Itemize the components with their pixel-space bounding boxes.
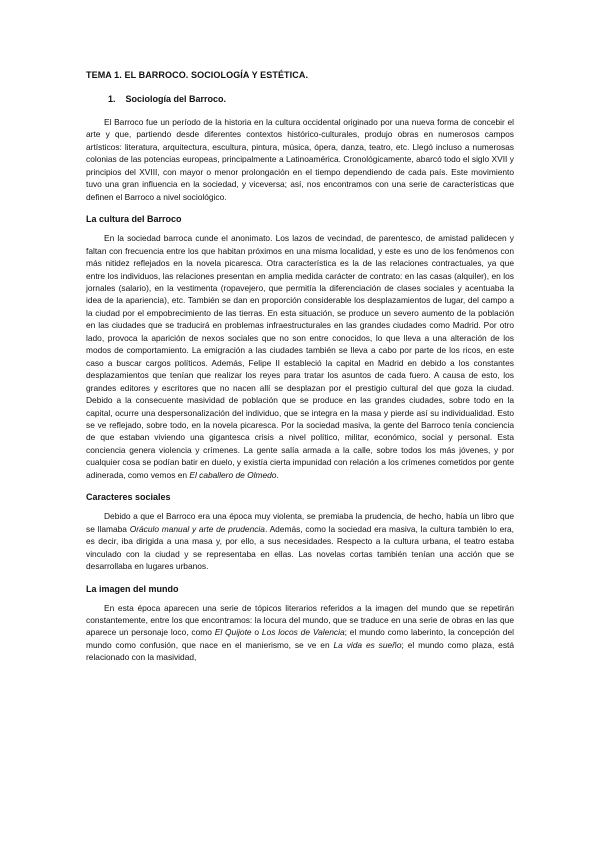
cultura-text: En la sociedad barroca cunde el anonimato. Los lazos de vecindad, de parentesco, de amistad palidecen y faltan con frecuencia entre los que habitan próximos en una misma localidad, y este es uno de los fenómenos con más nitidez reflejados en la novela picaresca. Otra característica es la de las relaciones contractuales, ya que entre los individuos, las relaciones presentan en amplia medida carácter de contrato: en las casas (alquiler), en los jornales (salario), en la vestimenta (ropavejero, que permitía la diferenciación de clases sociales y acentuaba la idea de la apariencia), etc. También se dan en proporción considerable los desplazamientos de lugar, del campo a la ciudad por el empobrecimiento de las tierras. En esta situación, se produce un severo aumento de la población en las ciudades que se traducirá en problemas infraestructurales en las grandes ciudades como Madrid. Por otro lado, provoca la aparición de nexos sociales que no son entre conocidos, lo que lleva a una alteración de los modos de comportamiento. La emigración a las ciudades también se lleva a cabo por parte de los ricos, en este caso a buscar cargos políticos. Además, Felipe II estableció la capital en Madrid en debido a los constantes desplazamientos que tenían que realizar los reyes para tratar los asuntos de cada fuero. A causa de esto, los grandes editores y escritores que no nacen allí se desplazan por el prestigio cultural del que goza la ciudad. Debido a la consecuente masividad de población que se produce en las grandes ciudades, sobre todo en la capital, ocurre una despersonalización del individuo, que se integra en la masa y pierde así su individualidad. Esto se ve reflejado, sobre todo, en la novela picaresca. Por la sociedad masiva, la gente del Barroco tenía conciencia de que estaban viviendo una gigantesca crisis a nivel político, militar, económico, social y personal. Esta conciencia genera violencia y crímenes. La gente salía armada a la calle, sobre todos los más jóvenes, y por cualquier cosa se podían batir en duelo, y existía cierta impunidad con relación a los crímenes cometidos por gente adinerada, como vemos en [86,233,514,480]
document-title: TEMA 1. EL BARROCO. SOCIOLOGÍA Y ESTÉTICA. [86,70,309,80]
imagen-text-1: En esta época aparecen una serie de tópicos literarios referidos a la imagen del mundo que se repetirán constantemente, entre los que encontramos: la locura del mundo, que se traduce en una serie de obras en las que aparece un personaje loco, como [86,602,514,638]
section-title: Sociología del Barroco. [125,94,227,104]
work-title: El caballero de Olmedo [189,469,277,480]
imagen-text-4: ; el mundo como plaza, está relacionado con la masividad, [86,639,514,663]
intro-paragraph: El Barroco fue un período de la historia en la cultura occidental originado por una nueva forma de concebir el arte y que, partiendo desde diferentes contextos histórico-culturales, produjo obras en numerosos campos artísticos: literatura, arquitectura, escultura, pintura, música, ópera, danza, teatro, etc. Llegó incluso a numerosas colonias de las potencias europeas, principalmente a Latinoamérica. Cronológicamente, abarcó todo el siglo XVII y principios del XVIII, con mayor o menor prolongación en el tiempo dependiendo de cada país. Este movimiento tuvo una gran influencia en la sociedad, y viceversa; así, nos encontramos con una serie de características que definen el Barroco a nivel sociológico. [86,117,514,202]
work-title: Oráculo manual y arte de prudencia [129,523,265,534]
imagen-paragraph [86,602,514,664]
caracteres-paragraph [86,510,514,572]
section-number: 1. [108,94,116,104]
work-title: Los locos de Valencia [261,627,345,638]
cultura-paragraph [86,232,514,481]
caracteres-text-1: Debido a que el Barroco era una época muy violenta, se premiaba la prudencia, de hecho, había un libro que se llamaba [86,511,514,534]
work-title: El Quijote [214,627,252,638]
imagen-text-2: o [251,627,262,638]
subheading-imagen: La imagen del mundo [86,583,179,594]
imagen-text-3: ; el mundo como laberinto, la concepción del mundo como confusión, que nace en el manierismo, se ve en [86,627,514,650]
subheading-caracteres: Caracteres sociales [86,492,171,503]
section-heading [108,94,514,104]
caracteres-text-2: . Además, como la sociedad era masiva, la cultura también lo era, es decir, iba dirigida a una masa y, por ello, a sus necesidades. Respecto a la cultura urbana, el teatro estaba vinculado con la ciudad y se representaba en ellas. Las novelas cortas también tenían una acción que se desarrollaba en lugares urbanos. [86,523,514,572]
cultura-text-end: . [276,469,279,480]
subheading-cultura: La cultura del Barroco [86,214,182,225]
work-title: La vida es sueño [333,639,402,650]
